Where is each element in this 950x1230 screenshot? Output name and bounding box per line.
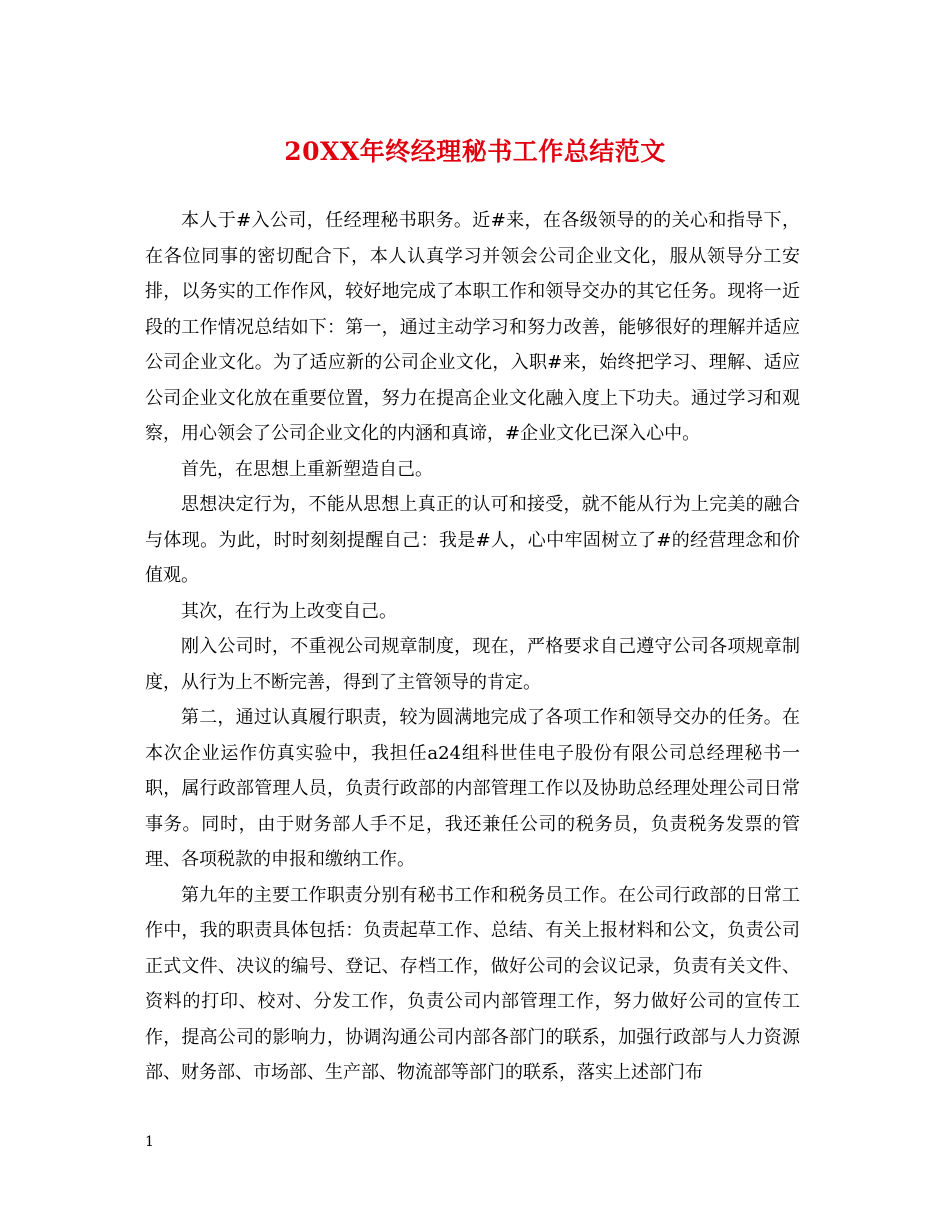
paragraph-duties: 第二，通过认真履行职责，较为圆满地完成了各项工作和领导交办的任务。在本次企业运作仿真实验中，我担任a24组科世佳电子股份有限公司总经理秘书一职，属行政部管理人员，负责行政部的内部管理工作以及协助总经理处理公司日常事务。同时，由于财务部人手不足，我还兼任公司的税务员，负责税务发票的管理、各项税款的申报和缴纳工作。 xyxy=(145,707,800,870)
paragraph-second-point: 其次，在行为上改变自己。 xyxy=(181,600,397,622)
document-body xyxy=(145,203,800,1091)
paragraph-intro: 本人于#入公司，任经理秘书职务。近#来，在各级领导的的关心和指导下，在各位同事的密切配合下，本人认真学习并领会公司企业文化，服从领导分工安排，以务实的工作作风，较好地完成了本职工作和领导交办的其它任务。现将一近段的工作情况总结如下：第一，通过主动学习和努力改善，能够很好的理解并适应公司企业文化。为了适应新的公司企业文化，入职#来，始终把学习、理解、适应公司企业文化放在重要位置，努力在提高企业文化融入度上下功夫。通过学习和观察，用心领会了公司企业文化的内涵和真谛，#企业文化已深入心中。 xyxy=(145,210,800,444)
paragraph-rules: 刚入公司时，不重视公司规章制度，现在，严格要求自己遵守公司各项规章制度，从行为上不断完善，得到了主管领导的肯定。 xyxy=(145,636,800,693)
paragraph-thought: 思想决定行为，不能从思想上真正的认可和接受，就不能从行为上完美的融合与体现。为此，时时刻刻提醒自己：我是#人，心中牢固树立了#的经营理念和价值观。 xyxy=(145,494,800,586)
paragraph-responsibilities: 第九年的主要工作职责分别有秘书工作和税务员工作。在公司行政部的日常工作中，我的职责具体包括：负责起草工作、总结、有关上报材料和公文，负责公司正式文件、决议的编号、登记、存档工作，做好公司的会议记录，负责有关文件、资料的打印、校对、分发工作，负责公司内部管理工作，努力做好公司的宣传工作，提高公司的影响力，协调沟通公司内部各部门的联系，加强行政部与人力资源部、财务部、市场部、生产部、物流部等部门的联系，落实上述部门布 xyxy=(145,884,800,1083)
page-number: 1 xyxy=(145,1134,154,1150)
document-title: 20XX年终经理秘书工作总结范文 xyxy=(284,137,666,166)
paragraph-first-point: 首先，在思想上重新塑造自己。 xyxy=(181,458,433,480)
